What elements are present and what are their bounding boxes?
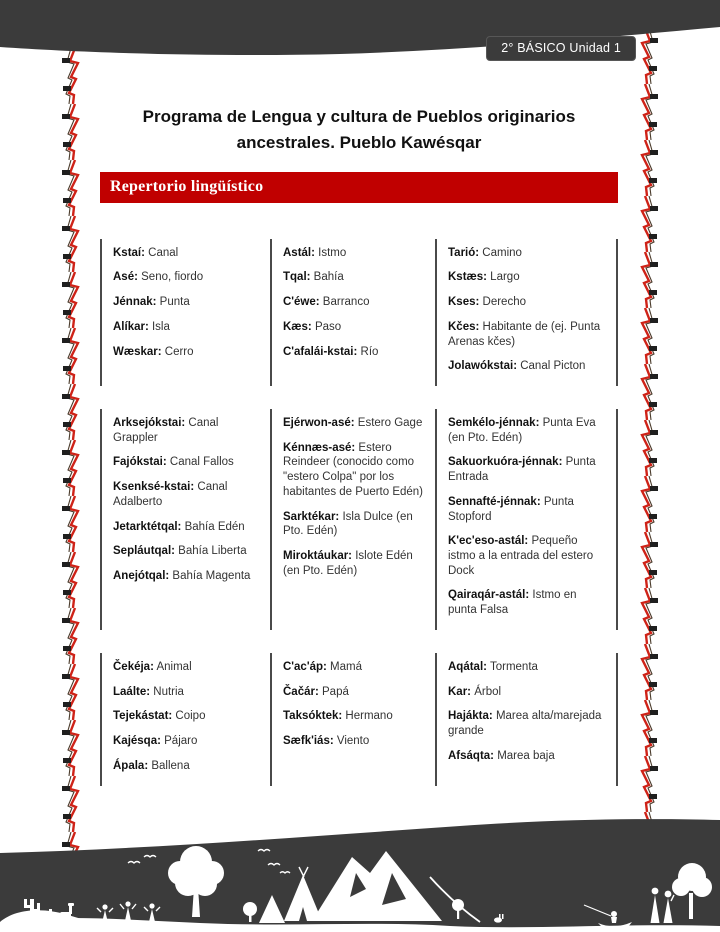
vocab-entry xyxy=(283,345,427,360)
vocab-column xyxy=(435,409,616,630)
vocab-definition: Punta Entrada xyxy=(448,456,596,484)
vocab-definition: Habitante de (ej. Punta Arenas kčes) xyxy=(448,320,601,348)
vocab-definition: Isla xyxy=(148,320,170,333)
vocab-entry xyxy=(113,416,262,445)
vocab-entry xyxy=(113,709,262,724)
vocab-entry xyxy=(448,270,608,285)
vocab-entry xyxy=(283,270,427,285)
vocab-entry xyxy=(283,320,427,335)
vocab-definition: Bahía Liberta xyxy=(174,545,247,558)
vocab-definition: Río xyxy=(357,345,379,358)
vocab-term: Kénnæs-asé: xyxy=(283,441,356,454)
page-title: Programa de Lengua y cultura de Pueblos originarios ancestrales. Pueblo Kawésqar xyxy=(142,107,576,153)
vocab-definition: Estero Gage xyxy=(354,417,423,429)
vocab-entry xyxy=(448,320,608,349)
vocab-definition: Coipo xyxy=(172,710,206,723)
vocab-definition: Cerro xyxy=(161,345,194,358)
vocab-term: Sarktékar: xyxy=(283,510,340,523)
vocab-term: Jolawókstai: xyxy=(448,360,518,373)
vocab-term: Sæfk'iás: xyxy=(283,735,334,748)
vocab-entry xyxy=(283,510,427,539)
vocab-definition: Tormenta xyxy=(486,660,538,673)
vocab-row xyxy=(100,239,618,386)
vocab-entry xyxy=(283,709,427,724)
vocab-definition: Canal Picton xyxy=(517,360,586,373)
vocab-entry xyxy=(113,759,262,774)
vocab-column xyxy=(270,409,435,630)
vocab-definition: Paso xyxy=(311,320,342,333)
vocab-definition: Bahía Edén xyxy=(181,520,245,533)
vocab-entry xyxy=(448,709,608,738)
vocab-column xyxy=(100,409,270,630)
unit-badge: 2° BÁSICO Unidad 1 xyxy=(486,36,636,61)
vocab-entry xyxy=(283,660,427,675)
vocab-definition: Pájaro xyxy=(160,735,198,748)
vocab-term: Kæs: xyxy=(283,320,312,333)
vocab-definition: Canal xyxy=(144,246,179,259)
vocab-definition: Papá xyxy=(318,685,349,698)
vocab-entry xyxy=(113,544,262,559)
vocab-grid xyxy=(100,239,618,786)
vocab-term: Wæskar: xyxy=(113,345,162,358)
vocab-entry xyxy=(113,320,262,335)
vocab-column xyxy=(435,239,616,386)
vocab-entry xyxy=(448,534,608,578)
vocab-term: Asé: xyxy=(113,271,138,284)
vocab-definition: Isla Dulce (en Pto. Edén) xyxy=(283,510,413,538)
vocab-entry xyxy=(283,549,427,578)
vocab-term: Aqátal: xyxy=(448,660,487,673)
vocab-term: Tarió: xyxy=(448,246,480,259)
vocab-definition: Bahía xyxy=(310,271,344,284)
vocab-term: Kajésqa: xyxy=(113,735,161,748)
vocab-entry xyxy=(448,749,608,764)
vocab-term: K'ec'eso-astál: xyxy=(448,535,529,548)
vocab-term: Anejótqal: xyxy=(113,570,170,583)
vocab-entry xyxy=(448,246,608,261)
vocab-definition: Derecho xyxy=(479,296,526,309)
vocab-definition: Barranco xyxy=(319,296,370,309)
vocab-definition: Pequeño istmo a la entrada del estero Dock xyxy=(448,535,594,577)
vocab-column xyxy=(100,653,270,786)
vocab-entry xyxy=(448,416,608,445)
vocab-entry xyxy=(113,685,262,700)
vocab-term: Jénnak: xyxy=(113,296,157,309)
vocab-term: Jetarktétqal: xyxy=(113,520,182,533)
vocab-definition: Nutria xyxy=(150,685,184,698)
vocab-term: Ejérwon-asé: xyxy=(283,417,355,429)
vocab-entry xyxy=(283,734,427,749)
right-border-pattern xyxy=(634,28,660,850)
vocab-entry xyxy=(283,685,427,700)
vocab-entry xyxy=(448,588,608,617)
section-banner: Repertorio lingüístico xyxy=(100,172,618,203)
vocab-term: Čekéja: xyxy=(113,660,154,673)
vocab-entry xyxy=(448,359,608,374)
footer-illustration xyxy=(0,817,720,932)
vocab-term: Kses: xyxy=(448,296,480,309)
vocab-term: Kar: xyxy=(448,685,472,698)
vocab-term: Tqal: xyxy=(283,271,311,284)
vocab-definition: Punta xyxy=(156,296,190,309)
vocab-definition: Marea baja xyxy=(494,749,555,762)
vocab-entry xyxy=(448,685,608,700)
vocab-definition: Árbol xyxy=(471,685,502,698)
vocab-term: Arksejókstai: xyxy=(113,417,186,429)
vocab-term: Miroktáukar: xyxy=(283,550,353,563)
vocab-entry xyxy=(113,480,262,509)
vocab-term: Tejekástat: xyxy=(113,710,173,723)
vocab-term: Sepláutqal: xyxy=(113,545,175,558)
vocab-definition: Istmo xyxy=(314,246,347,259)
vocab-definition: Largo xyxy=(486,271,520,284)
vocab-term: Laálte: xyxy=(113,685,151,698)
vocab-row xyxy=(100,653,618,786)
vocab-definition: Hermano xyxy=(342,710,393,723)
vocab-term: Sakuorkuóra-jénnak: xyxy=(448,456,563,469)
vocab-definition: Istmo en punta Falsa xyxy=(448,589,577,617)
vocab-term: Afsáqta: xyxy=(448,749,495,762)
vocab-entry xyxy=(113,270,262,285)
vocab-term: Kčes: xyxy=(448,320,480,333)
vocab-term: Kstaí: xyxy=(113,246,145,259)
vocab-entry xyxy=(113,345,262,360)
vocab-entry xyxy=(113,734,262,749)
vocab-column xyxy=(270,239,435,386)
vocab-definition: Animal xyxy=(153,660,192,673)
vocab-column xyxy=(435,653,616,786)
vocab-term: Taksóktek: xyxy=(283,710,343,723)
vocab-entry xyxy=(113,569,262,584)
vocab-entry xyxy=(283,246,427,261)
vocab-definition: Islote Edén (en Pto. Edén) xyxy=(283,550,413,577)
vocab-entry xyxy=(283,416,427,431)
vocab-entry xyxy=(113,455,262,470)
vocab-entry xyxy=(283,295,427,310)
vocab-term: Ápala: xyxy=(113,759,149,772)
vocab-definition: Canal Grappler xyxy=(113,417,219,444)
vocab-definition: Punta Stopford xyxy=(448,495,574,523)
vocab-term: C'ac'áp: xyxy=(283,660,327,673)
vocab-entry xyxy=(448,660,608,675)
vocab-entry xyxy=(113,520,262,535)
vocab-definition: Camino xyxy=(479,246,522,259)
vocab-term: Kstæs: xyxy=(448,271,487,284)
vocab-definition: Marea alta/marejada grande xyxy=(448,710,602,738)
vocab-term: Hajákta: xyxy=(448,710,493,723)
vocab-column xyxy=(100,239,270,386)
vocab-definition: Mamá xyxy=(326,660,362,673)
vocab-term: Čačár: xyxy=(283,685,319,698)
content-area xyxy=(100,104,618,809)
vocab-definition: Punta Eva (en Pto. Edén) xyxy=(448,417,596,444)
vocab-term: Fajókstai: xyxy=(113,456,167,469)
vocab-column xyxy=(270,653,435,786)
vocab-entry xyxy=(113,295,262,310)
vocab-term: Qairaqár-astál: xyxy=(448,589,530,602)
vocab-entry xyxy=(113,246,262,261)
vocab-definition: Bahía Magenta xyxy=(169,570,251,583)
vocab-definition: Canal Fallos xyxy=(166,456,234,469)
vocab-term: Ksenksé-kstai: xyxy=(113,481,195,494)
vocab-term: Sennafté-jénnak: xyxy=(448,495,541,508)
vocab-term: C'afalái-kstai: xyxy=(283,345,358,358)
vocab-definition: Seno, fiordo xyxy=(137,271,204,284)
left-border-pattern xyxy=(60,48,86,860)
vocab-definition: Estero Reindeer (conocido como "estero Colpa" por los habitantes de Puerto Edén) xyxy=(283,441,424,498)
vocab-term: Alíkar: xyxy=(113,320,149,333)
vocab-entry xyxy=(448,495,608,524)
vocab-definition: Ballena xyxy=(148,759,190,772)
vocab-definition: Canal Adalberto xyxy=(113,481,228,508)
vocab-entry xyxy=(448,295,608,310)
vocab-entry xyxy=(448,455,608,484)
vocab-definition: Viento xyxy=(333,735,370,748)
vocab-entry xyxy=(283,441,427,500)
vocab-entry xyxy=(113,660,262,675)
vocab-term: Semkélo-jénnak: xyxy=(448,417,540,429)
vocab-term: Astál: xyxy=(283,246,315,259)
vocab-row xyxy=(100,409,618,630)
vocab-term: C'éwe: xyxy=(283,296,320,309)
